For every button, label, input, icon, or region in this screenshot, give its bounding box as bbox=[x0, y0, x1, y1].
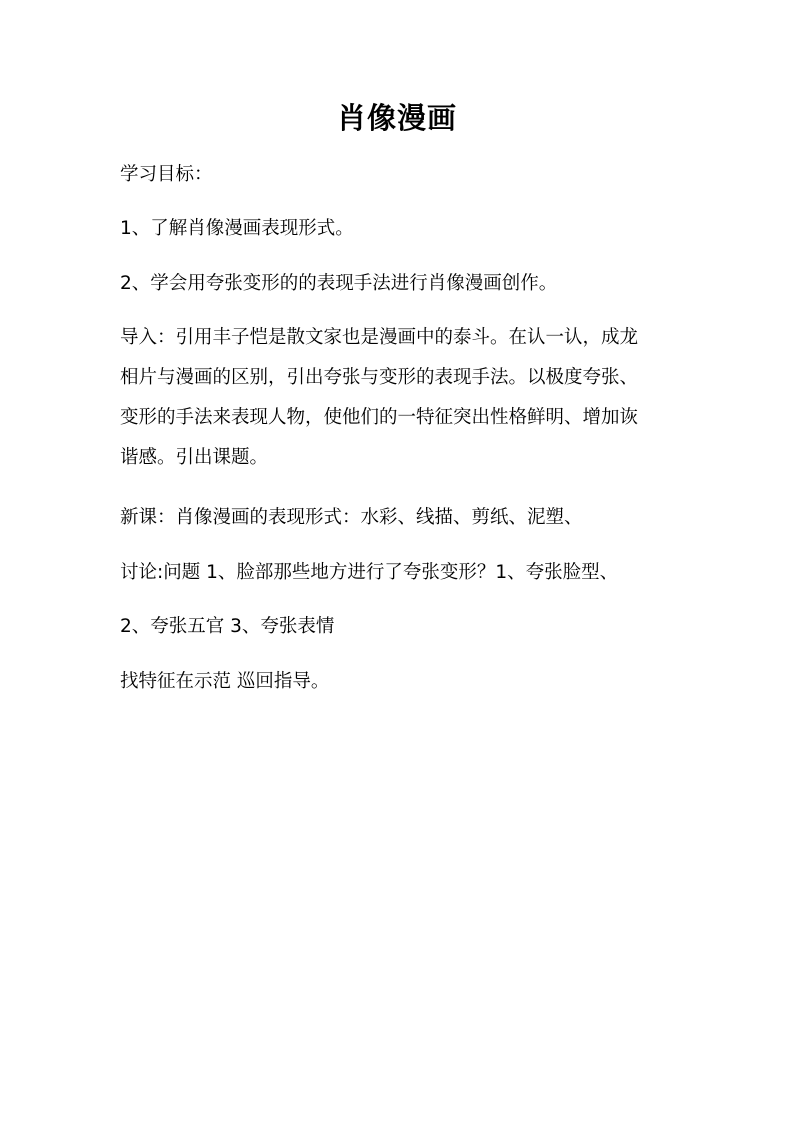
document-title: 肖像漫画 bbox=[336, 101, 457, 135]
intro-line: 变形的手法来表现人物，使他们的一特征突出性格鲜明、增加诙 bbox=[120, 407, 639, 428]
discussion-continuation: 2、夸张五官 3、夸张表情 bbox=[120, 616, 335, 637]
intro-line: 导入：引用丰子恺是散文家也是漫画中的泰斗。在认一认，成龙 bbox=[120, 327, 639, 348]
goal-2: 2、学会用夸张变形的的表现手法进行肖像漫画创作。 bbox=[120, 273, 558, 294]
goal-1: 1、了解肖像漫画表现形式。 bbox=[120, 218, 354, 239]
goals-heading: 学习目标： bbox=[120, 164, 213, 185]
discussion-line: 讨论:问题 1、脸部那些地方进行了夸张变形？1、夸张脸型、 bbox=[120, 562, 619, 583]
intro-line: 相片与漫画的区别，引出夸张与变形的表现手法。以极度夸张、 bbox=[120, 367, 639, 388]
intro-line: 谐感。引出课题。 bbox=[120, 447, 269, 468]
new-lesson-line: 新课：肖像漫画的表现形式：水彩、线描、剪纸、泥塑、 bbox=[120, 507, 583, 528]
intro-paragraph bbox=[120, 318, 680, 478]
closing-line: 找特征在示范 巡回指导。 bbox=[120, 671, 330, 692]
